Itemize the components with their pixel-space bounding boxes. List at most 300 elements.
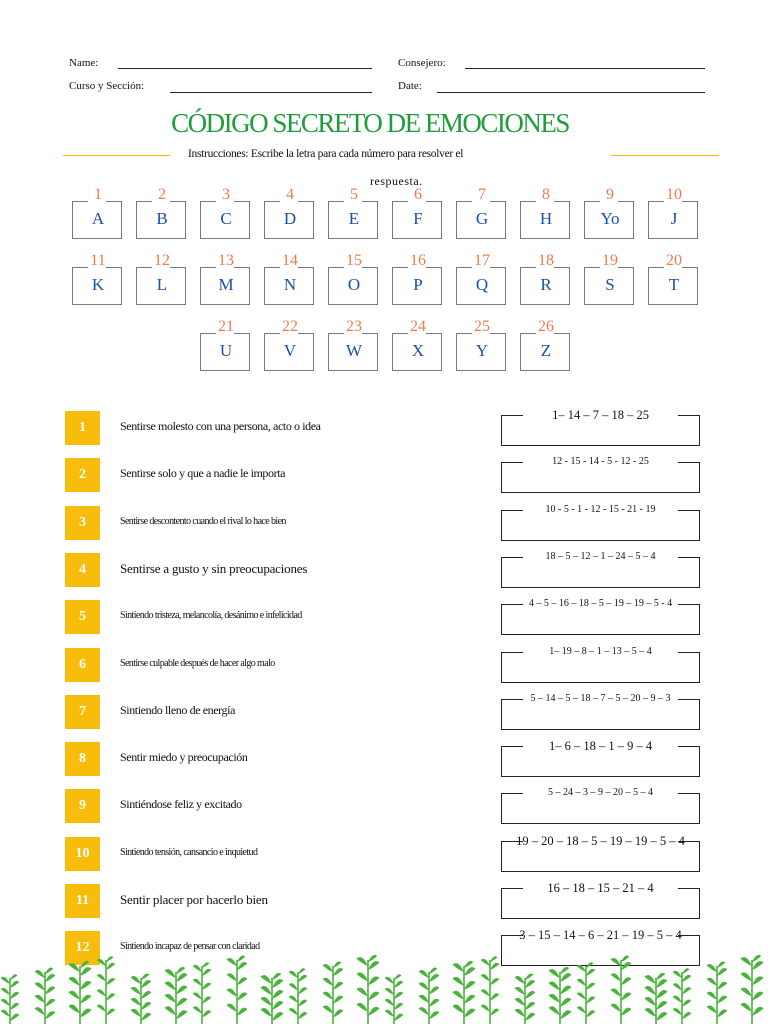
leaf	[464, 961, 473, 968]
leaf	[193, 992, 202, 999]
leaf	[237, 977, 247, 985]
leaf	[289, 971, 298, 978]
question-number-badge: 4	[65, 553, 100, 587]
answer-code: 16 – 18 – 15 – 21 – 4	[547, 881, 654, 895]
leaf	[621, 992, 631, 1000]
leaf	[202, 996, 211, 1003]
leaf	[323, 964, 333, 972]
leaf	[752, 992, 764, 1001]
leaf	[272, 973, 281, 980]
code-number: 12	[154, 252, 170, 269]
leaf	[227, 973, 237, 981]
leaf	[673, 996, 682, 1003]
leaf	[464, 995, 476, 1004]
code-cell	[200, 252, 252, 305]
question-row	[65, 739, 705, 778]
leaf	[429, 968, 437, 974]
code-number: 17	[474, 252, 490, 269]
leaf	[68, 1005, 80, 1014]
leaf	[385, 999, 394, 1006]
leaf	[193, 1006, 202, 1013]
code-letter: Y	[475, 341, 489, 360]
leaf	[525, 1002, 535, 1010]
leaf	[611, 958, 621, 966]
leaf	[385, 1010, 394, 1017]
code-letter: F	[413, 209, 423, 228]
leaf	[1, 988, 10, 995]
leaf	[45, 974, 55, 982]
question-number-badge: 6	[65, 648, 100, 682]
code-cell	[392, 318, 444, 371]
instructions-line-2: respuesta.	[370, 174, 423, 188]
leaf	[385, 977, 394, 984]
code-number: 10	[666, 186, 682, 203]
leaf	[548, 981, 560, 990]
leaf	[333, 982, 343, 990]
leaf	[752, 955, 761, 962]
leaf	[237, 962, 247, 970]
leaf	[682, 968, 689, 974]
answer-code: 5 – 24 – 3 – 9 – 20 – 5 – 4	[548, 787, 653, 799]
leaf	[323, 978, 333, 986]
code-number: 19	[602, 252, 618, 269]
leaf	[548, 994, 560, 1003]
leaf	[740, 988, 752, 997]
leaf	[464, 1009, 476, 1018]
leaf	[164, 1006, 176, 1015]
leaf	[176, 973, 188, 982]
code-number: 1	[94, 186, 102, 203]
question-row	[65, 881, 705, 920]
code-cell	[136, 186, 188, 239]
leaf	[481, 974, 490, 981]
leaf	[673, 983, 682, 990]
leaf	[97, 1005, 106, 1012]
leaf	[752, 976, 764, 985]
leaf	[656, 973, 665, 980]
leaf	[193, 965, 202, 972]
leaf	[45, 968, 53, 974]
question-number-badge: 12	[65, 931, 100, 965]
question-number-badge: 7	[65, 695, 100, 729]
date-field[interactable]	[437, 92, 705, 93]
leaf	[707, 992, 717, 1000]
leaf	[260, 1008, 272, 1017]
leaf	[611, 973, 621, 981]
leaf	[176, 967, 185, 974]
leaf	[525, 974, 533, 980]
leaf	[452, 977, 464, 986]
leaf	[419, 982, 429, 990]
leaf	[164, 981, 176, 990]
leaf	[525, 980, 535, 988]
code-number: 2	[158, 186, 166, 203]
leaf	[80, 981, 92, 990]
leaf	[106, 978, 115, 985]
leaf	[717, 962, 725, 968]
leaf	[419, 1007, 429, 1015]
leaf	[452, 963, 464, 972]
code-cell	[456, 252, 508, 305]
curso-field[interactable]	[170, 92, 372, 93]
leaf	[464, 967, 476, 976]
leaf	[164, 994, 176, 1003]
question-text: Sentirse descontento cuando el rival lo hace bien	[120, 515, 286, 527]
leaf	[707, 1005, 717, 1013]
leaf	[707, 964, 717, 972]
leaf	[682, 1012, 691, 1019]
answer-code: 1– 19 – 8 – 1 – 13 – 5 – 4	[549, 645, 652, 657]
leaf	[394, 981, 403, 988]
question-number-badge: 9	[65, 789, 100, 823]
leaf	[656, 979, 668, 988]
leaf	[577, 992, 586, 999]
leaf	[80, 995, 92, 1004]
leaf	[106, 993, 115, 1000]
code-letter: A	[91, 209, 105, 228]
code-letter: G	[475, 209, 489, 228]
leaf	[10, 1014, 19, 1021]
answer-code: 3 – 15 – 14 – 6 – 21 – 19 – 5 – 4	[519, 928, 682, 943]
leaf	[356, 957, 368, 966]
leaf	[490, 978, 499, 985]
code-letter: Z	[540, 341, 552, 360]
code-number: 20	[666, 252, 682, 269]
leaf	[333, 1009, 343, 1017]
leaf	[515, 987, 525, 995]
code-letter: J	[670, 209, 678, 228]
leaf	[289, 983, 298, 990]
leaf	[202, 1010, 211, 1017]
code-number: 9	[606, 186, 614, 203]
code-cell	[520, 186, 572, 239]
leaf	[586, 983, 595, 990]
leaf	[323, 1005, 333, 1013]
leaf	[260, 997, 272, 1006]
leaf	[298, 975, 307, 982]
leaf	[525, 991, 535, 999]
leaf	[68, 963, 80, 972]
leaf	[131, 976, 141, 984]
leaf	[356, 988, 368, 997]
code-number: 13	[218, 252, 234, 269]
leaf	[717, 996, 727, 1004]
leaf	[548, 1006, 560, 1015]
leaf	[356, 972, 368, 981]
question-row	[65, 600, 705, 636]
leaf	[1, 999, 10, 1006]
answer-code: 12 - 15 - 14 - 5 - 12 - 25	[552, 456, 649, 468]
leaf	[560, 973, 572, 982]
leaf	[68, 977, 80, 986]
question-text: Sentirse solo y que a nadie le importa	[120, 466, 286, 481]
code-letter: K	[91, 275, 105, 294]
leaf	[333, 962, 341, 968]
code-number: 23	[346, 318, 362, 335]
leaf	[10, 981, 19, 988]
leaf	[490, 1009, 499, 1016]
code-cell	[520, 252, 572, 305]
leaf	[621, 962, 631, 970]
code-number: 5	[350, 186, 358, 203]
code-letter: Yo	[600, 209, 620, 228]
leaf	[141, 1013, 151, 1021]
code-cell	[456, 186, 508, 239]
leaf	[298, 1012, 307, 1019]
code-cell	[584, 186, 636, 239]
code-number: 25	[474, 318, 490, 335]
code-letter: M	[218, 275, 234, 294]
question-row	[65, 692, 705, 731]
leaf	[141, 1002, 151, 1010]
leaf	[644, 997, 656, 1006]
leaf	[131, 1009, 141, 1017]
code-cell	[264, 318, 316, 371]
code-number: 8	[542, 186, 550, 203]
leaf	[368, 992, 380, 1001]
question-row	[65, 550, 705, 589]
leaf	[644, 986, 656, 995]
leaf	[586, 962, 593, 968]
leaf	[525, 1013, 535, 1021]
code-cell	[584, 252, 636, 305]
answer-code: 19 – 20 – 18 – 5 – 19 – 19 – 5 – 4	[516, 833, 685, 848]
leaf	[272, 990, 284, 999]
leaf	[80, 961, 89, 968]
leaf	[656, 990, 668, 999]
question-number-badge: 10	[65, 837, 100, 871]
leaf	[289, 1008, 298, 1015]
leaf	[464, 981, 476, 990]
leaf	[1, 1010, 10, 1017]
leaf	[385, 988, 394, 995]
leaf	[682, 975, 691, 982]
code-number: 3	[222, 186, 230, 203]
question-row	[65, 789, 705, 825]
leaf	[97, 989, 106, 996]
leaf	[106, 1009, 115, 1016]
leaf	[656, 1012, 668, 1021]
leaf	[717, 968, 727, 976]
code-cell	[392, 186, 444, 239]
leaf	[298, 987, 307, 994]
leaf	[490, 963, 499, 970]
name-label: Name:	[69, 57, 99, 69]
leaf	[1, 977, 10, 984]
question-row	[65, 503, 705, 542]
code-number: 22	[282, 318, 298, 335]
leaf	[45, 986, 55, 994]
date-label: Date:	[398, 80, 422, 92]
question-text: Sentirse a gusto y sin preocupaciones	[120, 560, 308, 576]
code-cell	[648, 186, 700, 239]
question-number-badge: 11	[65, 884, 100, 918]
leaf	[673, 1008, 682, 1015]
leaf	[97, 974, 106, 981]
leaf	[368, 976, 380, 985]
question-text: Sentir miedo y preocupación	[120, 750, 248, 765]
leaf	[394, 992, 403, 999]
divider-left	[63, 155, 170, 156]
leaf	[717, 1009, 727, 1017]
code-letter: T	[668, 275, 680, 294]
question-number-badge: 2	[65, 458, 100, 492]
code-letter: N	[283, 275, 297, 294]
leaf	[289, 996, 298, 1003]
leaf	[10, 992, 19, 999]
leaf	[35, 982, 45, 990]
leaf	[740, 1003, 752, 1012]
code-letter: W	[345, 341, 363, 360]
leaf	[707, 978, 717, 986]
code-number: 15	[346, 252, 362, 269]
code-number: 24	[410, 318, 426, 335]
code-cell	[328, 318, 380, 371]
instructions-line-1: Instrucciones: Escribe la letra para cada número para resolver el	[188, 148, 464, 160]
code-cell	[520, 318, 572, 371]
leaf	[141, 980, 151, 988]
code-number: 21	[218, 318, 234, 335]
leaf	[429, 1011, 439, 1019]
leaf	[106, 956, 113, 962]
grass-decoration	[0, 948, 768, 1024]
leaf	[452, 991, 464, 1000]
leaf	[621, 956, 629, 962]
question-number-badge: 1	[65, 411, 100, 445]
leaf	[515, 1009, 525, 1017]
divider-right	[611, 155, 719, 156]
code-cell	[200, 318, 252, 371]
code-letter: S	[605, 275, 615, 294]
code-letter: L	[156, 275, 168, 294]
leaf	[68, 991, 80, 1000]
question-number-badge: 8	[65, 742, 100, 776]
leaf	[97, 959, 106, 966]
leaf	[611, 988, 621, 996]
leaf	[45, 999, 55, 1007]
leaf	[490, 956, 497, 962]
leaf	[586, 969, 595, 976]
leaf	[35, 1007, 45, 1015]
leaf	[560, 985, 572, 994]
leaf	[515, 998, 525, 1006]
page-title: CÓDIGO SECRETO DE EMOCIONES	[171, 108, 569, 138]
question-text: Sintiendo tristeza, melancolía, desánimo e infelicidad	[120, 610, 302, 622]
leaf	[419, 995, 429, 1003]
answer-code: 5 – 14 – 5 – 18 – 7 – 5 – 20 – 9 – 3	[530, 692, 671, 704]
code-number: 16	[410, 252, 426, 269]
consejero-field[interactable]	[465, 68, 705, 69]
question-text: Sintiendo lleno de energía	[120, 702, 236, 717]
leaf	[202, 969, 211, 976]
leaf	[611, 1004, 621, 1012]
answer-code: 18 – 5 – 12 – 1 – 24 – 5 – 4	[545, 550, 656, 562]
leaf	[356, 1003, 368, 1012]
question-number-badge: 3	[65, 506, 100, 540]
leaf	[227, 958, 237, 966]
leaf	[560, 967, 569, 974]
code-cell	[136, 252, 188, 305]
leaf	[10, 1003, 19, 1010]
leaf	[740, 972, 752, 981]
code-cell	[456, 318, 508, 371]
question-text: Sentirse culpable después de hacer algo malo	[120, 657, 275, 669]
leaf	[621, 1008, 631, 1016]
leaf	[202, 962, 209, 968]
leaf	[176, 1010, 188, 1019]
answer-code: 1– 6 – 18 – 1 – 9 – 4	[548, 739, 653, 754]
leaf	[481, 1005, 490, 1012]
code-cell	[328, 186, 380, 239]
leaf	[131, 998, 141, 1006]
leaf	[35, 970, 45, 978]
leaf	[333, 968, 343, 976]
leaf	[193, 979, 202, 986]
code-number: 4	[286, 186, 294, 203]
leaf	[394, 974, 401, 980]
leaf	[682, 1000, 691, 1007]
question-number-badge: 5	[65, 600, 100, 634]
leaf	[490, 993, 499, 1000]
leaf	[740, 957, 752, 966]
code-letter: P	[413, 275, 423, 294]
question-row	[65, 645, 705, 684]
leaf	[260, 986, 272, 995]
code-letter: R	[540, 275, 552, 294]
leaf	[515, 976, 525, 984]
leaf	[131, 987, 141, 995]
leaf	[141, 974, 149, 980]
leaf	[227, 1004, 237, 1012]
leaf	[176, 985, 188, 994]
leaf	[429, 999, 439, 1007]
leaf	[272, 979, 284, 988]
code-cell	[264, 186, 316, 239]
leaf	[237, 956, 245, 962]
question-text: Sentir placer por hacerlo bien	[120, 892, 268, 907]
leaf	[237, 992, 247, 1000]
leaf	[176, 998, 188, 1007]
name-field[interactable]	[118, 68, 372, 69]
question-text: Sintiendo incapaz de pensar con claridad	[120, 941, 260, 953]
leaf	[35, 995, 45, 1003]
leaf	[577, 965, 586, 972]
code-letter: V	[283, 341, 297, 360]
leaf	[368, 1007, 380, 1016]
question-text: Sentirse molesto con una persona, acto o idea	[120, 419, 321, 433]
code-cell	[72, 186, 124, 239]
leaf	[202, 983, 211, 990]
leaf	[752, 1007, 764, 1016]
leaf	[227, 988, 237, 996]
leaf	[394, 1014, 403, 1021]
leaf	[368, 961, 380, 970]
leaf	[45, 1011, 55, 1019]
leaf	[586, 1010, 595, 1017]
question-row	[65, 833, 705, 873]
leaf	[106, 963, 115, 970]
code-number: 7	[478, 186, 486, 203]
answer-code: 4 – 5 – 16 – 18 – 5 – 19 – 19 – 5 - 4	[528, 598, 673, 610]
code-number: 14	[282, 252, 298, 269]
leaf	[586, 996, 595, 1003]
answer-code: 1– 14 – 7 – 18 – 25	[552, 408, 649, 422]
code-letter: C	[220, 209, 232, 228]
leaf	[164, 969, 176, 978]
code-letter: E	[348, 209, 360, 228]
leaf	[333, 996, 343, 1004]
code-letter: Q	[475, 275, 489, 294]
